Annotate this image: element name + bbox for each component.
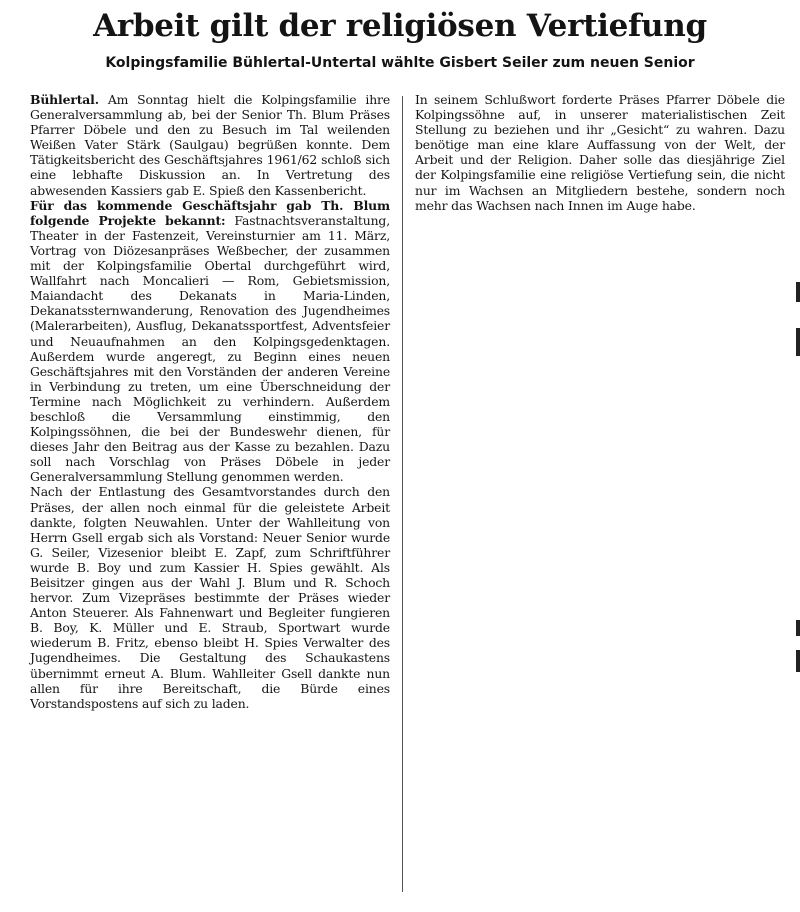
edge-mark bbox=[796, 328, 800, 356]
paragraph-2 bbox=[30, 198, 390, 485]
edge-mark bbox=[796, 282, 800, 302]
edge-mark bbox=[796, 620, 800, 636]
edge-mark bbox=[796, 650, 800, 672]
paragraph-2-text: Fastnachtsveranstaltung, Theater in der Fastenzeit, Vereinsturnier am 11. März, Vortrag von Diözesanpräses Weßbecher, der zusammen mit der Kolpingsfamilie Obertal durchgeführt wird, Wallfahrt nach Moncalieri — Rom, Gebietsmission, Maiandacht des Dekanats in Maria-Linden, Dekanatssternwanderung, Renovation des Jugendheimes (Malerarbeiten), Ausflug, Dekanatssportfest, Adventsfeier und Neuaufnahmen an den Kolpingsgedenktagen. Außerdem wurde angeregt, zu Beginn eines neuen Geschäftsjahres mit den Vorständen der anderen Vereine in Verbindung zu treten, um eine Überschneidung der Termine nach Möglichkeit zu verhindern. Außerdem beschloß die Versammlung einstimmig, den Kolpingssöhnen, die bei der Bundeswehr dienen, für dieses Jahr den Beitrag aus der Kasse zu bezahlen. Dazu soll nach Vorschlag von Präses Döbele in jeder Generalversammlung Stellung genommen werden. bbox=[30, 212, 390, 485]
subheadline: Kolpingsfamilie Bühlertal-Untertal wählte Gisbert Seiler zum neuen Senior bbox=[105, 55, 695, 71]
closing-paragraph: In seinem Schlußwort forderte Präses Pfarrer Döbele die Kolpingssöhne auf, in unserer materialistischen Zeit Stellung zu beziehen und ihr „Gesicht“ zu wahren. Dazu benötige man eine klare Auffassung von der Welt, der Arbeit und der Religion. Daher solle das diesjährige Ziel der Kolpingsfamilie eine religiöse Vertiefung sein, die nicht nur im Wachsen an Mitgliedern bestehe, sondern noch mehr das Wachsen nach Innen im Auge habe. bbox=[415, 92, 785, 213]
dateline: Bühlertal. bbox=[30, 92, 99, 107]
paragraph-1-text: Am Sonntag hielt die Kolpingsfamilie ihre Generalversammlung ab, bei der Senior Th. Blum Präses Pfarrer Döbele und den zu Besuch im Tal weilenden Weißen Vater Stärk (Saulgau) begrüßen konnte. Dem Tätigkeitsbericht des Geschäftsjahres 1961/62 schloß sich eine lebhafte Diskussion an. In Vertretung des abwesenden Kassiers gab E. Spieß den Kassenbericht. bbox=[30, 92, 390, 198]
right-column bbox=[415, 92, 785, 213]
left-column bbox=[30, 92, 390, 711]
column-rule bbox=[402, 96, 403, 892]
headline: Arbeit gilt der religiösen Vertiefung bbox=[93, 8, 707, 44]
paragraph-3: Nach der Entlastung des Gesamtvorstandes durch den Präses, der allen noch einmal für die geleistete Arbeit dankte, folgten Neuwahlen. Unter der Wahlleitung von Herrn Gsell ergab sich als Vorstand: Neuer Senior wurde G. Seiler, Vizesenior bleibt E. Zapf, zum Schriftführer wurde B. Boy und zum Kassier H. Spies gewählt. Als Beisitzer gingen aus der Wahl J. Blum und R. Schoch hervor. Zum Vizepräses bestimmte der Präses wieder Anton Steuerer. Als Fahnenwart und Begleiter fungieren B. Boy, K. Müller und E. Straub, Sportwart wurde wiederum B. Fritz, ebenso bleibt H. Spies Verwalter des Jugendheimes. Die Gestaltung des Schaukastens übernimmt erneut A. Blum. Wahlleiter Gsell dankte nun allen für ihre Bereitschaft, die Bürde eines Vorstandspostens auf sich zu laden. bbox=[30, 484, 390, 711]
paragraph-2-lead: Für das kommende Geschäftsjahr gab Th. Blum folgende Projekte bekannt: bbox=[30, 197, 390, 228]
paragraph-1 bbox=[30, 92, 390, 198]
